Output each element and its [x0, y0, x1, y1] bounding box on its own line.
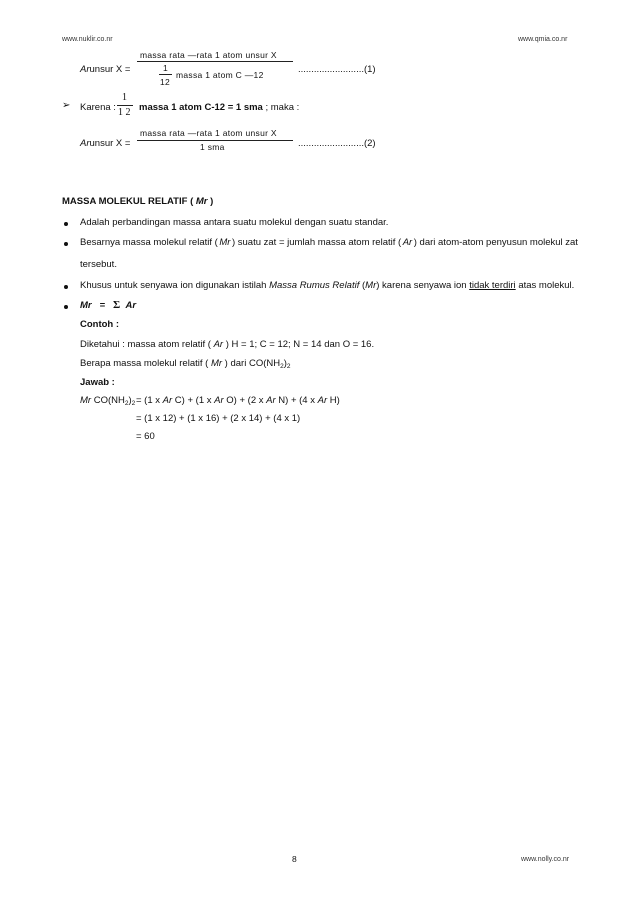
eq1-lhs [80, 64, 130, 75]
eq2-numerator: massa rata —rata 1 atom unsur X [140, 128, 277, 138]
bullet-dot-icon [64, 222, 68, 226]
eq2-reference: .........................(2) [298, 138, 376, 149]
bullet-2-part-a: Besarnya massa molekul relatif ( [80, 237, 218, 248]
bullet-3-part-a: Khusus untuk senyawa ion digunakan istilah [80, 280, 267, 291]
karena-tail: ; maka : [265, 102, 300, 113]
contoh-line-2-sub: 2 [280, 363, 284, 370]
eq1-small-frac-num: 1 [163, 63, 169, 73]
eq1-lhs-var: Ar [80, 64, 90, 75]
bullet-3-part-d: atas molekul. [518, 280, 575, 291]
contoh-line-1-b: ) H = 1; C = 12; N = 14 dan O = 16. [225, 339, 375, 350]
eq2-lhs-var: Ar [80, 138, 90, 149]
contoh-line-1-a: Diketahui : massa atom relatif ( [80, 339, 211, 350]
bullet-2-var-mr: Mr [219, 237, 231, 248]
arrow-bullet-icon: ➢ [62, 100, 71, 111]
eq1-reference: .........................(1) [298, 64, 376, 75]
footer-right-url: www.nolly.co.nr [521, 856, 570, 863]
contoh-line-2 [80, 358, 291, 370]
calc-lhs [80, 395, 135, 407]
page-number: 8 [292, 854, 297, 864]
bullet-3-part-c: ) karena senyawa ion [376, 280, 467, 291]
section-title-var: Mr [195, 196, 208, 207]
bullet-dot-icon [64, 305, 68, 309]
contoh-label: Contoh : [80, 319, 120, 330]
eq1-small-fraction-bar [159, 74, 172, 75]
eq1-numerator: massa rata —rata 1 atom unsur X [140, 50, 277, 60]
contoh-line-2-b: ) dari CO(NH [224, 358, 281, 369]
contoh-line-2-sub2: 2 [286, 363, 291, 370]
bullet-3-part-b: ( [362, 280, 366, 291]
calc-line-1: = (1 x Ar C) + (1 x Ar O) + (2 x Ar N) + (4 x Ar H) [136, 395, 340, 406]
bullet-3-var: Mr [365, 280, 377, 291]
eq2-lhs-rest: unsur X = [89, 138, 131, 149]
header-right-url: www.qmia.co.nr [518, 36, 568, 43]
bullet-1-text: Adalah perbandingan massa antara suatu molekul dengan suatu standar. [80, 217, 389, 228]
bullet-3-underlined: tidak terdiri [469, 280, 516, 291]
section-title [62, 196, 213, 207]
karena-frac-den: 1 2 [118, 107, 131, 118]
formula-mr: Mr [80, 300, 92, 311]
section-title-post: ) [207, 196, 214, 207]
karena-frac-num: 1 [122, 92, 127, 103]
eq1-lhs-rest: unsur X = [89, 64, 131, 75]
contoh-line-2-a: Berapa massa molekul relatif ( [80, 358, 209, 369]
calc-lhs-sub2: 2 [131, 400, 136, 407]
karena-fraction-bar [117, 105, 133, 106]
bullet-4-formula [80, 299, 136, 311]
formula-equals: = [99, 300, 106, 311]
eq1-fraction-bar [137, 61, 293, 62]
bullet-dot-icon [64, 242, 68, 246]
bullet-3-italic-term: Massa Rumus Relatif [269, 280, 360, 291]
bullet-dot-icon [64, 285, 68, 289]
calc-line-3: = 60 [136, 431, 155, 442]
eq1-small-frac-den: 12 [160, 77, 171, 87]
calc-lhs-sub: 2 [124, 400, 129, 407]
karena-label: Karena : [80, 102, 116, 113]
calc-lhs-a: CO(NH [93, 395, 125, 406]
jawab-label: Jawab : [80, 377, 115, 388]
section-title-pre: MASSA MOLEKUL RELATIF ( [62, 196, 196, 207]
sigma-icon: Σ [113, 299, 121, 311]
bullet-2-line-2: tersebut. [80, 259, 117, 270]
calc-lhs-b: ) [128, 395, 132, 406]
contoh-line-1 [80, 339, 374, 350]
bullet-2-var-ar: Ar [402, 237, 413, 248]
karena-bold-text: massa 1 atom C-12 = 1 sma [139, 102, 263, 113]
contoh-line-1-var: Ar [213, 339, 224, 350]
bullet-2-part-c: ) dari atom-atom penyusun molekul zat [413, 237, 578, 248]
formula-ar: Ar [125, 300, 137, 311]
calc-lhs-var: Mr [80, 395, 92, 406]
bullet-2-line-1 [80, 237, 578, 248]
contoh-line-2-c: ) [283, 358, 287, 369]
eq2-lhs [80, 138, 130, 149]
bullet-2-part-b: ) suatu zat = jumlah massa atom relatif ( [231, 237, 402, 248]
bullet-3-text [80, 280, 574, 291]
eq2-fraction-bar [137, 140, 293, 141]
eq2-denominator: 1 sma [200, 142, 225, 152]
contoh-line-2-var: Mr [210, 358, 223, 369]
calc-line-2: = (1 x 12) + (1 x 16) + (2 x 14) + (4 x 1) [136, 413, 301, 424]
eq1-denominator: massa 1 atom C —12 [176, 70, 264, 80]
karena-statement [139, 102, 299, 113]
header-left-url: www.nuklir.co.nr [62, 36, 113, 43]
